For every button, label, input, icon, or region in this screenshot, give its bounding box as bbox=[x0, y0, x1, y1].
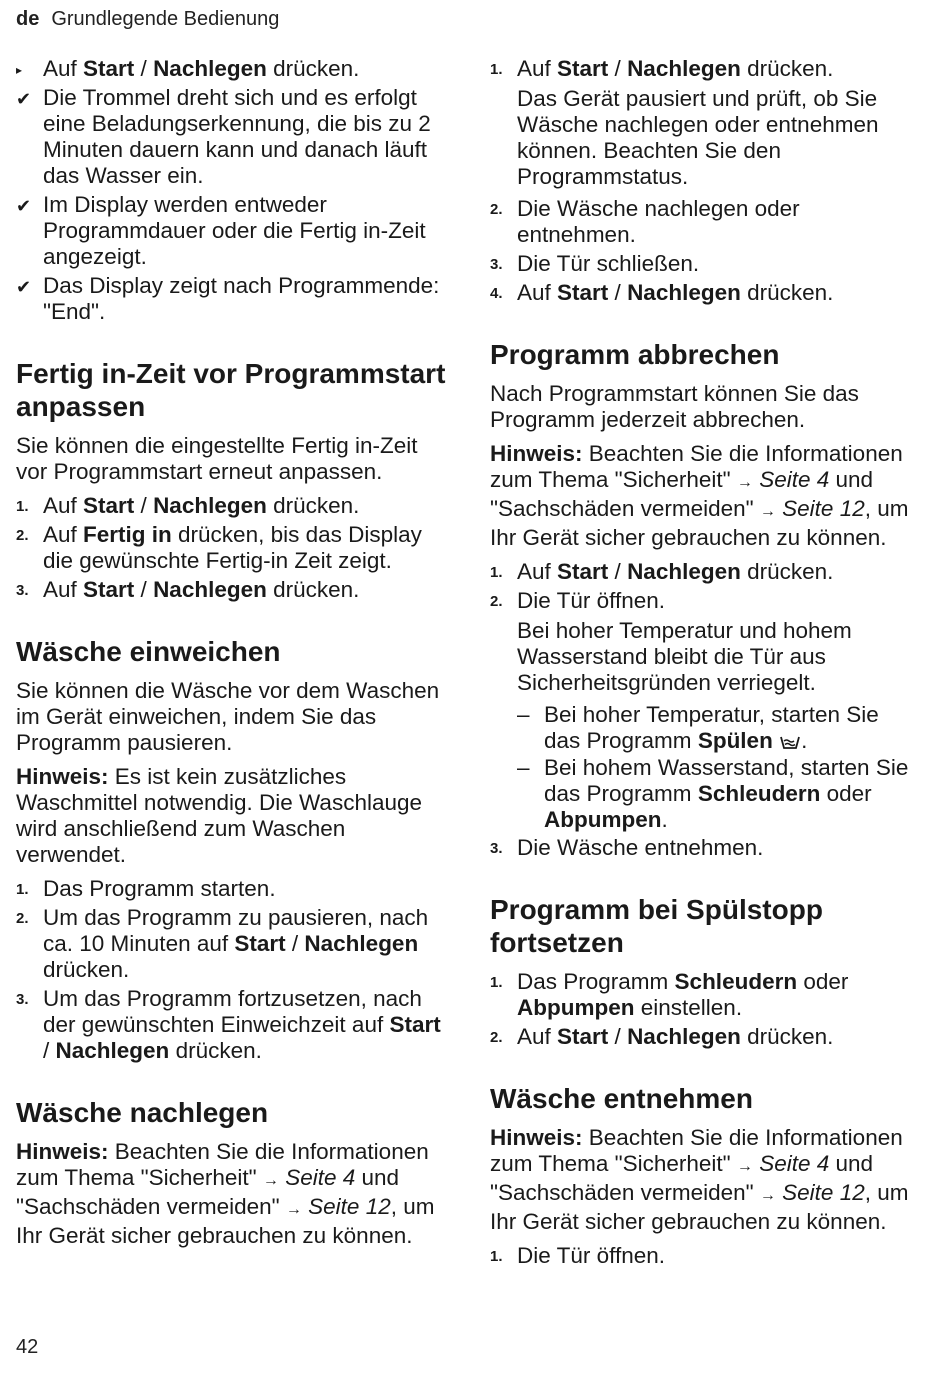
page-reference: Seite 4 bbox=[759, 467, 830, 492]
step: 3. Um das Programm fortzusetzen, nach der gewünschten Einweichzeit auf Start / Nachlegen drücken. bbox=[16, 986, 441, 1063]
check-icon: ✔ bbox=[16, 89, 32, 109]
steps-list bbox=[16, 876, 446, 1064]
arrow-icon: → bbox=[262, 1172, 279, 1189]
steps-list bbox=[490, 196, 920, 306]
steps-list bbox=[490, 835, 920, 861]
intro-list bbox=[16, 56, 446, 325]
steps-list bbox=[490, 969, 920, 1050]
heading-waesche-entnehmen: Wäsche entnehmen bbox=[490, 1083, 753, 1114]
dash-item: – Bei hoher Temperatur, starten Sie das Programm Spülen . bbox=[517, 702, 879, 753]
result-item: ✔ Die Trommel dreht sich und es erfolgt eine Beladungserkennung, die bis zu 2 Minuten dauern kann und danach läuft das Wasser ein. bbox=[16, 85, 431, 188]
step: 1. Das Programm starten. bbox=[16, 876, 276, 901]
steps-list bbox=[490, 559, 920, 614]
steps-list bbox=[490, 56, 920, 82]
paragraph: Nach Programmstart können Sie das Programm jederzeit abbrechen. bbox=[490, 381, 859, 432]
dash-marker: – bbox=[517, 755, 530, 780]
language-code: de bbox=[16, 8, 40, 30]
check-icon: ✔ bbox=[16, 277, 32, 297]
result-item: ✔ Das Display zeigt nach Programmende: "End". bbox=[16, 273, 440, 324]
paragraph: Sie können die eingestellte Fertig in-Zeit vor Programmstart erneut anpassen. bbox=[16, 433, 418, 484]
rinse-icon bbox=[779, 734, 801, 750]
arrow-icon: → bbox=[759, 503, 776, 520]
heading-programm-abbrechen: Programm abbrechen bbox=[490, 339, 780, 370]
section-title: Grundlegende Bedienung bbox=[51, 8, 280, 30]
page-number: 42 bbox=[16, 1336, 39, 1358]
step-detail: Bei hoher Temperatur und hohem Wasserstand bleibt die Tür aus Sicherheitsgründen verriegelt. bbox=[517, 618, 852, 695]
left-column bbox=[16, 56, 446, 1257]
heading-spuelstopp: Programm bei Spülstopp fortsetzen bbox=[490, 894, 823, 958]
result-item: ✔ Im Display werden entweder Programmdauer oder die Fertig in-Zeit angezeigt. bbox=[16, 192, 426, 269]
step: 3. Auf Start / Nachlegen drücken. bbox=[16, 577, 360, 602]
arrow-icon: → bbox=[285, 1201, 302, 1218]
step: 1. Auf Start / Nachlegen drücken. bbox=[490, 56, 834, 81]
arrow-icon: → bbox=[736, 474, 753, 491]
step: 3. Die Wäsche entnehmen. bbox=[490, 835, 764, 860]
instruction-step: ▸ Auf Start / Nachlegen drücken. bbox=[16, 56, 446, 82]
right-column bbox=[490, 56, 920, 1273]
page-reference: Seite 12 bbox=[782, 1180, 865, 1205]
step: 3. Die Tür schließen. bbox=[490, 251, 700, 276]
note: Hinweis: Es ist kein zusätzliches Waschmittel notwendig. Die Waschlauge wird anschließend zum Waschen verwendet. bbox=[16, 764, 423, 867]
heading-waesche-nachlegen: Wäsche nachlegen bbox=[16, 1097, 269, 1128]
step: 2. Die Tür öffnen. bbox=[490, 588, 666, 613]
check-icon: ✔ bbox=[16, 196, 32, 216]
step: 2. Um das Programm zu pausieren, nach ca. 10 Minuten auf Start / Nachlegen drücken. bbox=[16, 905, 429, 982]
note: Hinweis: Beachten Sie die Informationen zum Thema "Sicherheit" → Seite 4 und "Sachschäden vermeiden" → Seite 12, um Ihr Gerät sicher gebrauchen zu können. bbox=[490, 441, 909, 550]
heading-waesche-einweichen: Wäsche einweichen bbox=[16, 636, 281, 667]
step: 2. Auf Fertig in drücken, bis das Display die gewünschte Fertig-in Zeit zeigt. bbox=[16, 522, 422, 573]
paragraph: Sie können die Wäsche vor dem Waschen im Gerät einweichen, indem Sie das Programm pausieren. bbox=[16, 678, 440, 755]
step: 1. Das Programm Schleudern oder Abpumpen einstellen. bbox=[490, 969, 849, 1020]
page-reference: Seite 12 bbox=[308, 1194, 391, 1219]
step: 4. Auf Start / Nachlegen drücken. bbox=[490, 280, 834, 305]
instruction-triangle-icon: ▸ bbox=[16, 63, 23, 77]
step: 1. Die Tür öffnen. bbox=[490, 1243, 666, 1268]
dash-list bbox=[517, 702, 920, 833]
arrow-icon: → bbox=[759, 1187, 776, 1204]
step-detail: Das Gerät pausiert und prüft, ob Sie Wäsche nachlegen oder entnehmen können. Beachten Sie den Programmstatus. bbox=[517, 86, 879, 189]
steps-list bbox=[16, 493, 446, 603]
step: 2. Auf Start / Nachlegen drücken. bbox=[490, 1024, 834, 1049]
dash-marker: – bbox=[517, 702, 530, 727]
steps-list bbox=[490, 1243, 920, 1269]
page-reference: Seite 12 bbox=[782, 496, 865, 521]
step: 1. Auf Start / Nachlegen drücken. bbox=[490, 559, 834, 584]
note: Hinweis: Beachten Sie die Informationen zum Thema "Sicherheit" → Seite 4 und "Sachschäden vermeiden" → Seite 12, um Ihr Gerät sicher gebrauchen zu können. bbox=[490, 1125, 909, 1234]
dash-item: – Bei hohem Wasserstand, starten Sie das Programm Schleudern oder Abpumpen. bbox=[517, 755, 909, 832]
page-reference: Seite 4 bbox=[759, 1151, 830, 1176]
step: 2. Die Wäsche nachlegen oder entnehmen. bbox=[490, 196, 800, 247]
step: 1. Auf Start / Nachlegen drücken. bbox=[16, 493, 360, 518]
arrow-icon: → bbox=[736, 1158, 753, 1175]
page-reference: Seite 4 bbox=[285, 1165, 356, 1190]
note: Hinweis: Beachten Sie die Informationen zum Thema "Sicherheit" → Seite 4 und "Sachschäden vermeiden" → Seite 12, um Ihr Gerät sicher gebrauchen zu können. bbox=[16, 1139, 435, 1248]
heading-fertig-in-zeit: Fertig in-Zeit vor Programmstart anpassen bbox=[16, 358, 446, 422]
page-header bbox=[16, 8, 279, 31]
